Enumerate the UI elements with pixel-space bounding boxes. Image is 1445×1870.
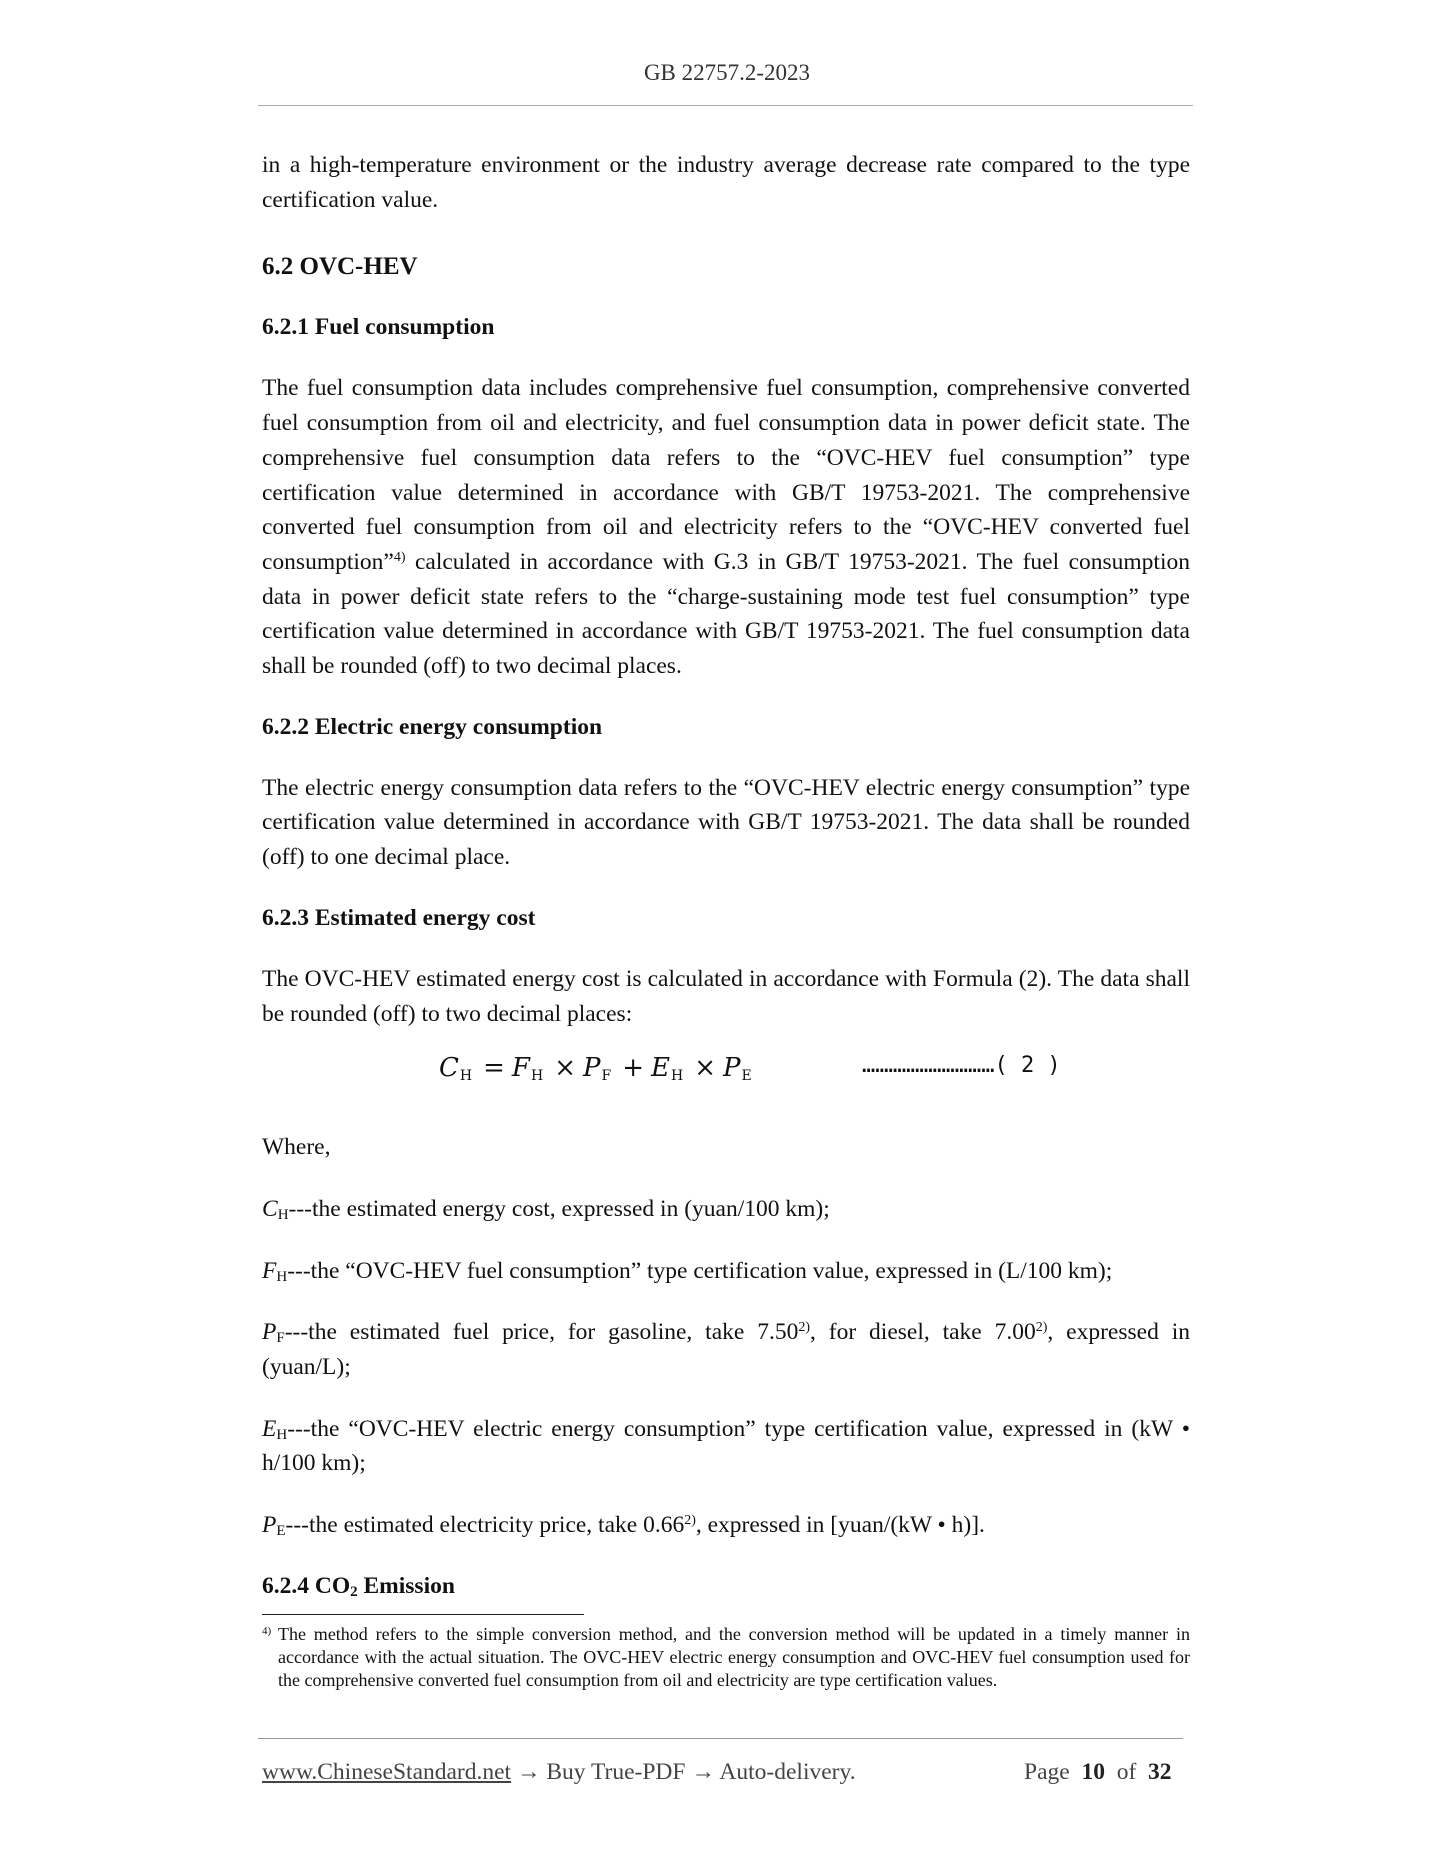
current-page: 10 [1081, 1759, 1105, 1785]
page-content [262, 148, 1190, 1603]
intro-paragraph: in a high-temperature environment or the industry average decrease rate compared to the type certification value. [262, 152, 1190, 213]
where-label: Where, [262, 1134, 331, 1161]
definition-ch: $C_H--$-the estimated energy cost, expressed in (yuan/100 km); [262, 1195, 830, 1223]
section-6-2-1-heading: 6.2.1 Fuel consumption [262, 314, 495, 341]
footnote-text: The method refers to the simple conversion method, and the conversion method will be updated in a timely manner in accordance with the actual situation. The OVC-HEV electric energy consumption and OVC-HEV fuel consumption used for the comprehensive converted fuel consumption from oil and electricity are type certification values. [278, 1624, 1190, 1690]
footer-promo [262, 1759, 856, 1786]
footnote-4 [262, 1623, 1190, 1692]
arrow-icon: → [685, 1759, 720, 1785]
buy-text: Buy True-PDF [546, 1759, 686, 1785]
footnote-mark: 4) [262, 1625, 272, 1637]
footnote-ref-4[interactable]: 4) [393, 549, 406, 565]
footer-divider [258, 1738, 1183, 1739]
electric-consumption-paragraph: The electric energy consumption data refers to the “OVC-HEV electric energy consumption” type certification value determined in accordance with GB/T 19753-2021. The data shall be rounded (off) to one decimal place. [262, 774, 1190, 871]
energy-cost-paragraph: The OVC-HEV estimated energy cost is calculated in accordance with Formula (2). The data shall be rounded (off) to two decimal places: [262, 965, 1190, 1027]
formula-expression: CH = FH × PF + EH × PE [439, 1053, 753, 1085]
arrow-icon: → [511, 1759, 547, 1785]
website-link[interactable]: www.ChineseStandard.net [262, 1759, 512, 1785]
footnote-divider [262, 1614, 584, 1615]
fuel-text-part-1: The fuel consumption data includes comprehensive fuel consumption, comprehensive converted fuel consumption from oil and electricity, and fuel consumption data in power deficit state. The comprehensive fuel consumption data refers to the “OVC-HEV fuel consumption” type certification value determined in accordance with GB/T 19753-2021. The comprehensive converted fuel consumption from oil and electricity refers to the “OVC-HEV converted fuel consumption” [262, 375, 1190, 575]
fuel-consumption-paragraph [262, 371, 1190, 683]
section-6-2-3-heading: 6.2.3 Estimated energy cost [262, 904, 536, 931]
formula-2 [262, 1047, 1190, 1103]
delivery-text: Auto-delivery. [719, 1759, 856, 1785]
fuel-text-part-2: calculated in accordance with G.3 in GB/T 19753-2021. The fuel consumption data in power deficit state refers to the “charge-sustaining mode test fuel consumption” type certification value determined in accordance with GB/T 19753-2021. The fuel consumption data shall be rounded (off) to two decimal places. [262, 548, 1190, 680]
definition-fh: $F_H--$-the “OVC-HEV fuel consumption” type certification value, expressed in (L/100 km); [262, 1257, 1113, 1285]
definition-pe: $P_E--$-the estimated electricity price, take 0.66$^{2)}$, expressed in [yuan/(kW • h)]. [262, 1512, 985, 1540]
section-6-2-heading: 6.2 OVC-HEV [262, 253, 418, 281]
page-header: GB 22757.2-2023 [643, 60, 811, 85]
section-6-2-2-heading: 6.2.2 Electric energy consumption [262, 713, 603, 740]
page-counter: Page 10 of 32 [1024, 1759, 1172, 1785]
header-divider [258, 105, 1193, 106]
definition-eh: $E_H--$-the “OVC-HEV electric energy consumption” type certification value, expressed in (kW • h/100 km); [262, 1415, 1190, 1477]
definition-pf: $P_F--$-the estimated fuel price, for gasoline, take 7.50$^{2)}$, for diesel, take 7.00$^{2)}$, expressed in (yuan/L); [262, 1319, 1190, 1381]
section-6-2-4-heading: 6.2.4 $CO_2$ Emission [262, 1572, 455, 1600]
formula-number: …………………………( 2 ) [862, 1053, 1061, 1079]
total-pages: 32 [1148, 1759, 1172, 1785]
